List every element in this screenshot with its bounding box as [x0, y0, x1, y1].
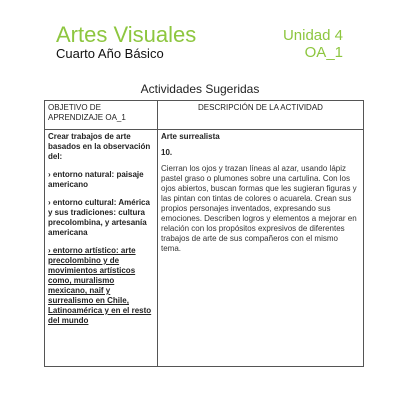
objective-column-header: OBJETIVO DE APRENDIZAJE OA_1 — [45, 101, 158, 130]
activity-number: 10. — [161, 148, 173, 157]
table-row — [45, 130, 364, 367]
activities-table — [44, 100, 364, 367]
document-title: Artes Visuales — [56, 22, 197, 47]
activity-description: Cierran los ojos y trazan líneas al azar, usando lápiz pastel graso o plumones sobre una cartulina. Con los ojos abiertos, buscan formas que les sugieran figuras y las pintan con tintas de colores o acuarela. Crean sus propios personajes inventados, expresando sus emociones. Describen logros y elementos a mejorar en relación con los propósitos expresivos de diferentes trabajos de arte de sus compañeros con el mismo tema. — [161, 164, 357, 253]
activity-title: Arte surrealista — [161, 132, 220, 141]
objective-intro: Crear trabajos de arte basados en la observación del: — [48, 132, 151, 161]
description-column-header: DESCRIPCIÓN DE LA ACTIVIDAD — [158, 101, 364, 130]
objective-item-artistic: › entorno artístico: arte precolombino y de movimientos artísticos como, muralismo mexicano, naif y surrealismo en Chile, Latinoamérica y en el resto del mundo — [48, 246, 152, 325]
objective-item-cultural: › entorno cultural: América y sus tradiciones: cultura precolombina, y artesanía americana — [48, 198, 150, 237]
document-subtitle: Cuarto Año Básico — [56, 46, 164, 61]
description-cell — [158, 130, 364, 367]
table-header-row — [45, 101, 364, 130]
unit-label: Unidad 4 — [282, 27, 343, 44]
objective-cell — [45, 130, 158, 367]
section-title: Actividades Sugeridas — [140, 82, 260, 96]
objective-item-natural: › entorno natural: paisaje americano — [48, 170, 144, 189]
objective-code: OA_1 — [304, 44, 343, 61]
